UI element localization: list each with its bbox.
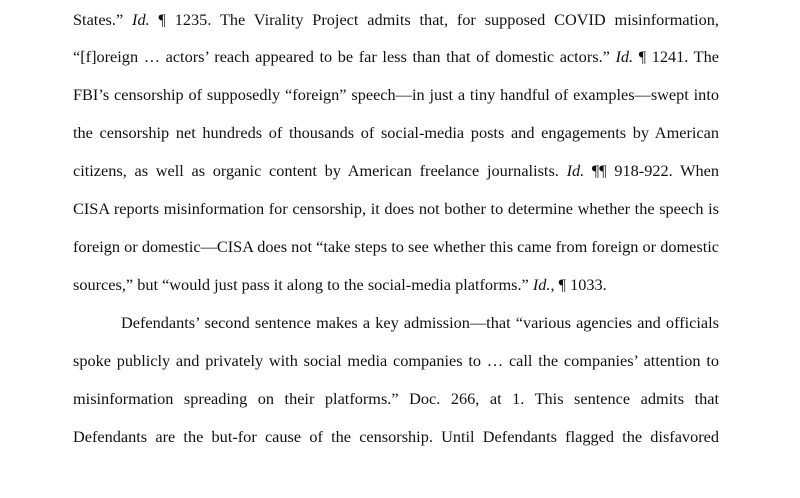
citation-signal: Id. [532, 275, 551, 294]
text-segment: sources,” but “would just pass it along to the social-media platforms.” [73, 275, 533, 294]
text-segment: States.” [73, 10, 133, 29]
text-segment: ¶ 1235. The Virality Project admits that, for supposed COVID misinformation, [149, 10, 719, 29]
text-segment: Defendants are the but-for cause of the censorship. Until Defendants flagged the disfavored [73, 427, 719, 446]
text-line-7 [73, 235, 719, 259]
citation-signal: Id. [132, 10, 150, 29]
text-line-4 [73, 121, 719, 145]
text-line-1 [73, 8, 719, 32]
citation-signal: Id. [566, 161, 585, 180]
text-segment: the censorship net hundreds of thousands of social-media posts and engagements by American [73, 123, 719, 142]
text-line-9 [121, 311, 719, 335]
text-segment: “[f]oreign … actors’ reach appeared to be far less than that of domestic actors.” [73, 47, 616, 66]
text-segment: FBI’s censorship of supposedly “foreign” speech—in just a tiny handful of examples—swept into [73, 85, 719, 104]
text-line-3 [73, 83, 719, 107]
text-line-6 [73, 197, 719, 221]
citation-signal: Id. [615, 47, 634, 66]
text-segment: ¶ 1241. The [633, 47, 719, 66]
text-segment: spoke publicly and privately with social media companies to … call the companies’ attention to [73, 351, 719, 370]
text-segment: CISA reports misinformation for censorship, it does not bother to determine whether the speech is [73, 199, 719, 218]
text-segment: ¶¶ 918-922. When [584, 161, 720, 180]
text-segment: Defendants’ second sentence makes a key admission—that “various agencies and officials [121, 313, 719, 332]
text-line-5 [73, 159, 719, 183]
text-segment: , ¶ 1033. [550, 275, 607, 294]
text-line-11 [73, 387, 719, 411]
text-line-2 [73, 45, 719, 69]
text-segment: citizens, as well as organic content by American freelance journalists. [73, 161, 567, 180]
text-segment: foreign or domestic—CISA does not “take steps to see whether this came from foreign or domestic [73, 237, 719, 256]
text-line-10 [73, 349, 719, 373]
text-line-8 [73, 273, 719, 297]
text-line-12 [73, 425, 719, 449]
text-segment: misinformation spreading on their platforms.” Doc. 266, at 1. This sentence admits that [73, 389, 719, 408]
